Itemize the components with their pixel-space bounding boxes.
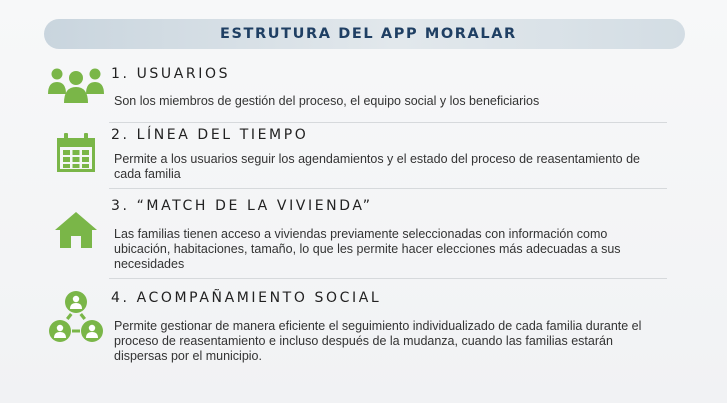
section-heading	[111, 198, 373, 214]
section-description: Permite gestionar de manera eficiente el seguimiento individualizado de cada familia durante el proceso de reasentamiento e incluso después de la mudanza, cuando las familias estarán dispersas por el municipio.	[114, 319, 642, 363]
title-banner	[44, 19, 685, 49]
page-title: ESTRUTURA DEL APP MORALAR	[220, 26, 517, 42]
section-heading	[111, 127, 308, 143]
section-title: LÍNEA DEL TIEMPO	[136, 127, 309, 143]
section-heading	[111, 290, 381, 306]
section-number: 4.	[111, 290, 130, 306]
divider	[109, 122, 667, 123]
network-people-icon	[44, 290, 108, 344]
section-title: ACOMPAÑAMIENTO SOCIAL	[136, 290, 382, 306]
section-number: 3.	[111, 198, 130, 214]
house-icon	[44, 211, 108, 249]
section-description: Son los miembros de gestión del proceso, el equipo social y los beneficiarios	[114, 94, 540, 108]
calendar-icon	[44, 133, 108, 173]
divider	[109, 188, 667, 189]
section-title: USUARIOS	[136, 66, 231, 82]
section-title: “MATCH DE LA VIVIENDA”	[136, 198, 373, 214]
section-number: 2.	[111, 127, 130, 143]
users-group-icon	[44, 66, 108, 106]
section-description: Permite a los usuarios seguir los agendamientos y el estado del proceso de reasentamiento de cada familia	[114, 152, 641, 181]
section-number: 1.	[111, 66, 130, 82]
divider	[109, 278, 667, 279]
section-description: Las familias tienen acceso a viviendas previamente seleccionadas con información como ubicación, habitaciones, tamaño, lo que les permite hacer elecciones más adecuadas a sus necesidades	[114, 227, 621, 271]
section-heading	[111, 66, 230, 82]
